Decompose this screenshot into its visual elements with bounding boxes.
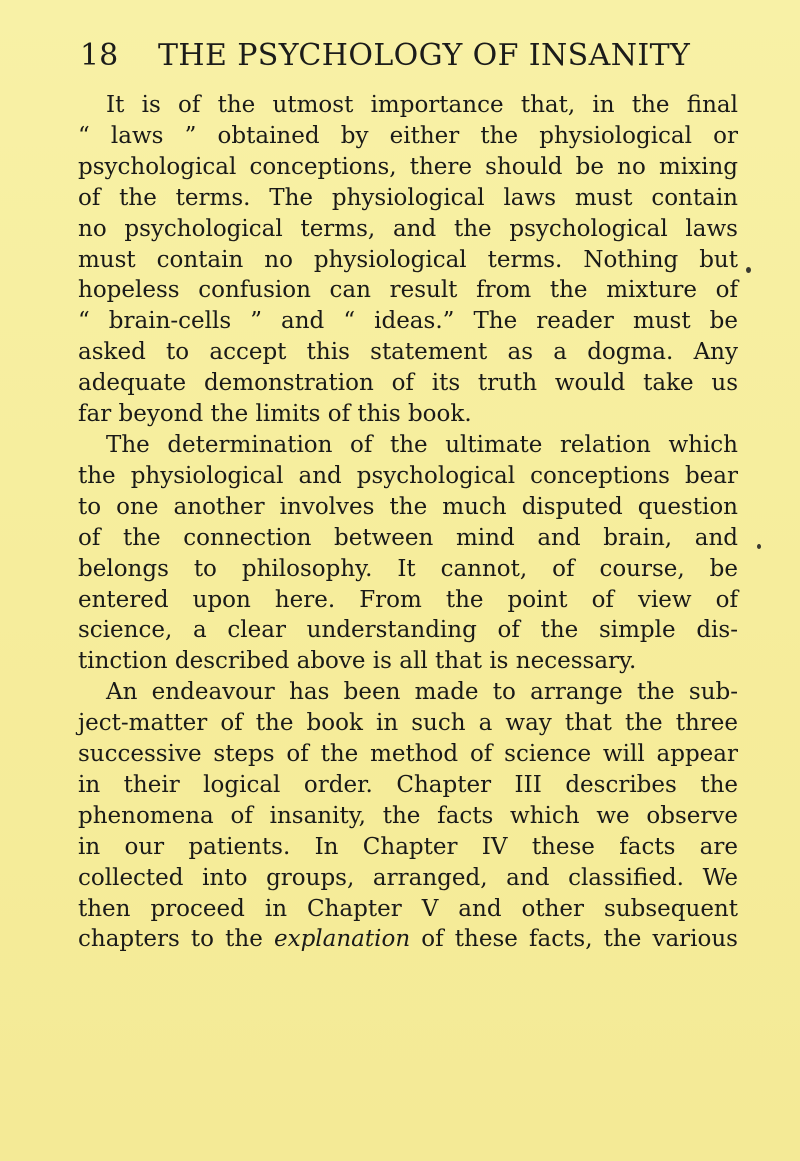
text-line: successive steps of the method of science will appear: [78, 741, 738, 768]
text-line: tinction described above is all that is necessary.: [78, 648, 637, 675]
text-line: An endeavour has been made to arrange the sub-: [106, 679, 738, 706]
text-line: of the connection between mind and brain, and: [78, 524, 738, 551]
text-line: hopeless confusion can result from the mixture of: [78, 277, 738, 304]
text-line: of the terms. The physiological laws must contain: [78, 184, 738, 211]
ink-speck: [757, 544, 761, 549]
text-line: belongs to philosophy. It cannot, of course, be: [78, 555, 738, 582]
text-line: phenomena of insanity, the facts which we observe: [78, 802, 738, 829]
text-line: entered upon here. From the point of view of: [78, 586, 738, 613]
text-line: The determination of the ultimate relation which: [106, 431, 738, 458]
text-line: “ laws ” obtained by either the physiological or: [78, 122, 738, 149]
text-line: in their logical order. Chapter III describes the: [78, 771, 738, 798]
text-line: psychological conceptions, there should be no mixing: [78, 153, 738, 180]
text-line: ject-matter of the book in such a way that the three: [78, 710, 738, 737]
text-line: collected into groups, arranged, and classified. We: [78, 864, 738, 891]
running-head: [80, 38, 730, 78]
running-title: THE PSYCHOLOGY OF INSANITY: [158, 38, 691, 73]
paragraph-2: [78, 430, 738, 677]
text-line: to one another involves the much disputed question: [78, 493, 738, 520]
ink-speck: [746, 267, 751, 273]
text-fragment: chapters to the: [78, 926, 274, 953]
italic-word: explanation: [273, 926, 411, 953]
text-line: no psychological terms, and the psychological laws: [78, 215, 738, 242]
paragraph-3: [78, 677, 738, 955]
text-line-final: [78, 924, 738, 955]
text-line: asked to accept this statement as a dogma. Any: [78, 339, 738, 366]
text-fragment: of these facts, the various: [410, 926, 738, 953]
text-line: the physiological and psychological conceptions bear: [78, 462, 738, 489]
text-line: far beyond the limits of this book.: [78, 401, 472, 428]
text-line: science, a clear understanding of the simple dis-: [78, 617, 738, 644]
text-line: It is of the utmost importance that, in the final: [106, 92, 738, 118]
paragraph-1: [78, 90, 738, 430]
text-line: “ brain-cells ” and “ ideas.” The reader must be: [78, 308, 738, 335]
text-line: must contain no physiological terms. Nothing but: [78, 246, 738, 273]
page-number: 18: [80, 38, 119, 73]
body-text: [78, 90, 738, 955]
text-line: in our patients. In Chapter IV these facts are: [78, 833, 738, 860]
text-line: then proceed in Chapter V and other subsequent: [78, 895, 738, 922]
text-line: adequate demonstration of its truth would take us: [78, 370, 738, 397]
